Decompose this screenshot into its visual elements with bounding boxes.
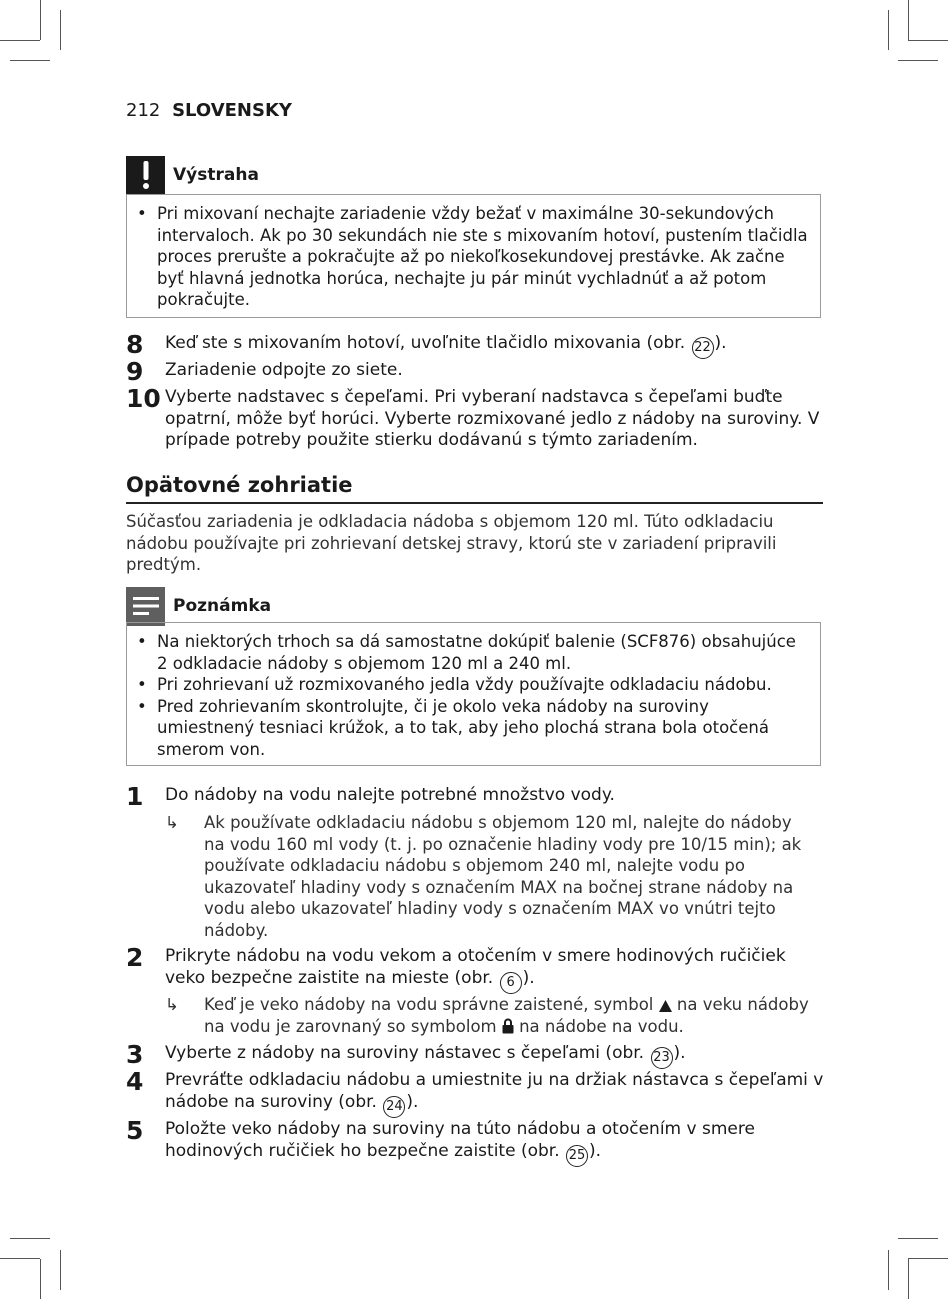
figure-ref: 23 <box>651 1047 673 1069</box>
note-text: Pred zohrievaním skontrolujte, či je okolo veka nádoby na suroviny umiestnený tesniaci krúžok, a to tak, aby jeho plochá strana bola otočená smerom von. <box>157 696 769 759</box>
crop-mark <box>60 10 61 50</box>
step-text <box>165 1043 826 1069</box>
crop-mark <box>0 1258 40 1259</box>
step-result <box>165 994 815 1037</box>
step-text-main: Vyberte z nádoby na suroviny nástavec s čepeľami (obr. <box>165 1043 650 1063</box>
step-text-tail: ). <box>589 1140 602 1161</box>
note-text: Pri zohrievaní už rozmixovaného jedla vždy používajte odkladaciu nádobu. <box>157 675 772 694</box>
step-number: 1 <box>126 782 144 811</box>
crop-mark <box>898 60 938 61</box>
crop-mark <box>908 0 909 40</box>
bullet-dot: • <box>137 675 147 694</box>
step-text <box>165 1119 826 1167</box>
warning-box <box>126 194 821 318</box>
section-intro: Súčasťou zariadenia je odkladacia nádoba s objemom 120 ml. Túto odkladaciu nádobu používajte pri zohrievaní detskej stravy, ktorú ste v zariadení pripravili predtým. <box>126 512 777 574</box>
page-header <box>126 100 292 121</box>
crop-mark <box>888 10 889 50</box>
step-10 <box>126 384 826 452</box>
crop-mark <box>908 1259 909 1299</box>
bullet-dot: • <box>137 632 147 651</box>
step-text-tail: ). <box>673 1043 686 1063</box>
crop-mark <box>908 1258 948 1259</box>
crop-mark <box>60 1250 61 1290</box>
step-1 <box>126 782 826 811</box>
triangle-up-icon <box>659 1000 672 1012</box>
note-title: Poznámka <box>173 596 272 616</box>
result-arrow-icon: ↳ <box>165 813 179 832</box>
step-number: 2 <box>126 943 144 972</box>
step-number: 4 <box>126 1067 144 1096</box>
note-text: Na niektorých trhoch sa dá samostatne dokúpiť balenie (SCF876) obsahujúce 2 odkladacie nádoby s objemom 120 ml a 240 ml. <box>157 632 796 673</box>
crop-mark <box>10 1238 50 1239</box>
step-result <box>165 812 815 941</box>
step-number: 10 <box>126 384 161 413</box>
warning-heading <box>126 155 259 195</box>
step-text-main: Prikryte nádobu na vodu vekom a otočením v smere hodinových ručičiek veko bezpečne zaistite na mieste (obr. <box>165 946 786 988</box>
bullet-dot: • <box>137 696 147 716</box>
list-item <box>137 631 810 674</box>
step-text-tail: ). <box>714 333 727 353</box>
section-title: Opätovné zohriatie <box>126 473 353 497</box>
lock-icon <box>502 1018 514 1034</box>
figure-ref: 22 <box>692 337 714 359</box>
note-lines-icon <box>126 587 165 626</box>
crop-mark <box>888 1250 889 1290</box>
step-9 <box>126 357 826 386</box>
list-item <box>137 203 810 311</box>
crop-mark <box>40 0 41 40</box>
crop-mark <box>908 40 948 41</box>
result-text <box>204 994 815 1037</box>
crop-mark <box>40 1259 41 1299</box>
step-text-main: Prevráťte odkladaciu nádobu a umiestnite ju na držiak nástavca s čepeľami v nádobe na suroviny (obr. <box>165 1070 824 1112</box>
crop-mark <box>10 60 50 61</box>
figure-ref: 25 <box>566 1145 588 1167</box>
step-text-tail: ). <box>522 967 535 988</box>
step-number: 5 <box>126 1116 144 1145</box>
figure-ref: 6 <box>500 972 522 994</box>
step-text-main: Položte veko nádoby na suroviny na túto nádobu a otočením v smere hodinových ručičiek ho bezpečne zaistite (obr. <box>165 1119 755 1161</box>
figure-ref: 24 <box>383 1096 405 1118</box>
note-heading <box>126 586 271 626</box>
step-text <box>165 333 826 359</box>
page-number: 212 <box>126 100 161 121</box>
page-language: SLOVENSKY <box>172 100 292 121</box>
step-4 <box>126 1067 826 1118</box>
crop-mark <box>0 40 40 41</box>
list-item <box>137 674 810 696</box>
step-2 <box>126 943 826 994</box>
step-text-main: Keď ste s mixovaním hotoví, uvoľnite tlačidlo mixovania (obr. <box>165 333 691 353</box>
warning-text: Pri mixovaní nechajte zariadenie vždy bežať v maximálne 30-sekundových intervaloch. Ak po 30 sekundách nie ste s mixovaním hotoví, pustením tlačidla proces prerušte a pokračujte až po niekoľkosekundovej prestávke. Ak začne byť hlavná jednotka horúca, nechajte ju pár minút vychladnúť a až potom pokračujte. <box>157 204 808 309</box>
result-arrow-icon: ↳ <box>165 995 179 1014</box>
result-text-b: na veku nádoby na vodu je zarovnaný so symbolom <box>204 995 809 1036</box>
exclamation-icon <box>126 156 165 195</box>
step-text: Zariadenie odpojte zo siete. <box>165 360 403 380</box>
step-number: 3 <box>126 1040 144 1069</box>
step-number: 9 <box>126 357 144 386</box>
step-text: Do nádoby na vodu nalejte potrebné množstvo vody. <box>165 785 615 805</box>
result-text-a: Keď je veko nádoby na vodu správne zaistené, symbol <box>204 995 659 1014</box>
bullet-dot: • <box>137 204 147 223</box>
crop-mark <box>898 1238 938 1239</box>
step-text <box>165 946 826 994</box>
result-text: Ak používate odkladaciu nádobu s objemom 120 ml, nalejte do nádoby na vodu 160 ml vody (t. j. po označenie hladiny vody pre 10/15 min); ak používate odkladaciu nádobu s objemom 240 ml, nalejte vodu po ukazovateľ hladiny vody s označením MAX na bočnej strane nádoby na vodu alebo ukazovateľ hladiny vody s označením MAX vo vnútri tejto nádoby. <box>204 813 802 940</box>
step-text <box>165 1070 826 1118</box>
step-text-tail: ). <box>406 1091 419 1112</box>
warning-title: Výstraha <box>173 165 259 185</box>
list-item <box>137 696 810 761</box>
section-divider <box>126 502 823 504</box>
step-number: 8 <box>126 330 144 359</box>
step-3 <box>126 1040 826 1069</box>
step-text: Vyberte nadstavec s čepeľami. Pri vyberaní nadstavca s čepeľami buďte opatrní, môže byť horúci. Vyberte rozmixované jedlo z nádoby na suroviny. V prípade potreby použite stierku dodávanú s týmto zariadením. <box>165 387 820 450</box>
step-8 <box>126 330 826 359</box>
step-5 <box>126 1116 826 1167</box>
result-text-c: na nádobe na vodu. <box>513 1016 684 1036</box>
note-box <box>126 622 821 766</box>
